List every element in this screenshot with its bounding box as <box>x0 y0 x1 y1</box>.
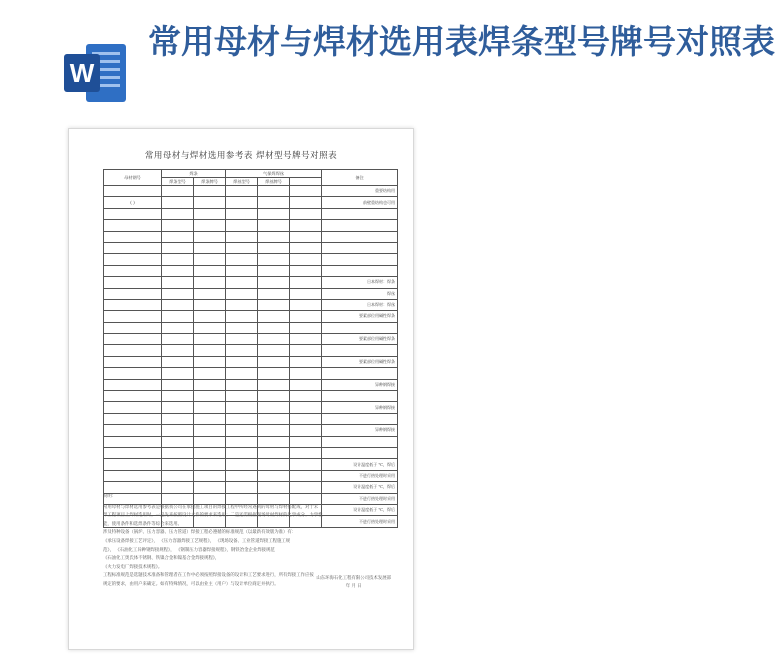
table-cell <box>162 356 194 367</box>
table-row <box>104 254 398 265</box>
table-cell <box>194 242 226 253</box>
table-cell <box>290 299 322 310</box>
table-row <box>104 425 398 436</box>
header-blank <box>290 178 322 186</box>
table-row <box>104 265 398 276</box>
table-cell <box>226 447 258 458</box>
table-cell <box>194 265 226 276</box>
table-cell <box>226 254 258 265</box>
base-metal-cell <box>104 379 162 390</box>
remarks-cell <box>322 254 398 265</box>
base-metal-cell <box>104 311 162 322</box>
table-cell <box>194 334 226 345</box>
remarks-cell: 要素部位用碱性焊条 <box>322 334 398 345</box>
base-metal-cell <box>104 231 162 242</box>
table-cell <box>290 368 322 379</box>
table-cell <box>290 470 322 481</box>
table-cell <box>290 242 322 253</box>
table-cell <box>194 379 226 390</box>
signoff-org: 山东环海石化工程有限公司技术发展部 <box>316 576 391 581</box>
note-line: 《承压设备焊接工艺评定》， 《压力容器焊接工艺规程》， 《现场设备、工业管道焊接工程施工规 <box>103 538 291 544</box>
table-cell <box>226 220 258 231</box>
table-cell <box>194 277 226 288</box>
table-cell <box>290 436 322 447</box>
svg-text:W: W <box>69 58 95 88</box>
base-metal-cell: ( ) <box>104 197 162 208</box>
header-electrode: 焊条 <box>162 170 226 178</box>
remarks-cell <box>322 345 398 356</box>
table-cell <box>258 436 290 447</box>
table-cell <box>194 425 226 436</box>
table-cell <box>162 447 194 458</box>
table-cell <box>258 277 290 288</box>
table-row <box>104 231 398 242</box>
table-cell <box>226 299 258 310</box>
banner <box>0 0 775 112</box>
remarks-cell: 不进行热处理时采用 <box>322 493 398 504</box>
table-cell <box>194 413 226 424</box>
base-metal-cell <box>104 322 162 333</box>
base-metal-cell <box>104 208 162 219</box>
table-cell <box>258 402 290 413</box>
notes-label: 说明： <box>103 494 117 499</box>
table-cell <box>290 254 322 265</box>
table-cell <box>258 368 290 379</box>
table-cell <box>258 197 290 208</box>
base-metal-cell <box>104 334 162 345</box>
table-cell <box>226 186 258 197</box>
table-cell <box>194 459 226 470</box>
table-cell <box>290 334 322 345</box>
remarks-cell: 日本焊材：焊条 <box>322 277 398 288</box>
table-row <box>104 220 398 231</box>
table-row <box>104 436 398 447</box>
remarks-cell: 要素部位用碱性焊条 <box>322 356 398 367</box>
table-cell <box>162 482 194 493</box>
table-cell <box>194 220 226 231</box>
table-cell <box>226 322 258 333</box>
remarks-cell: 异种钢焊接 <box>322 425 398 436</box>
table-cell <box>290 288 322 299</box>
base-metal-cell <box>104 242 162 253</box>
table-cell <box>290 322 322 333</box>
table-cell <box>258 311 290 322</box>
header-electrode-brand: 焊条牌号 <box>194 178 226 186</box>
table-cell <box>162 186 194 197</box>
table-cell <box>194 447 226 458</box>
table-cell <box>258 459 290 470</box>
table-cell <box>226 391 258 402</box>
base-metal-cell <box>104 265 162 276</box>
table-row <box>104 186 398 197</box>
remarks-cell: 日本焊材：焊丝 <box>322 299 398 310</box>
table-cell <box>290 197 322 208</box>
table-cell <box>226 356 258 367</box>
table-row <box>104 391 398 402</box>
table-cell <box>258 345 290 356</box>
table-cell <box>162 470 194 481</box>
table-cell <box>226 277 258 288</box>
table-cell <box>162 345 194 356</box>
table-cell <box>290 391 322 402</box>
table-cell <box>162 311 194 322</box>
header-electrode-type: 焊条型号 <box>162 178 194 186</box>
table-cell <box>162 425 194 436</box>
table-cell <box>290 220 322 231</box>
selection-table <box>103 169 398 528</box>
table-row <box>104 208 398 219</box>
remarks-cell: 要素部位用碱性焊条 <box>322 311 398 322</box>
table-cell <box>258 242 290 253</box>
remarks-cell: 焊丝 <box>322 288 398 299</box>
remarks-cell <box>322 322 398 333</box>
table-cell <box>194 231 226 242</box>
table-cell <box>194 368 226 379</box>
signoff-date: 年 月 日 <box>345 584 362 589</box>
document-page <box>68 128 414 650</box>
table-cell <box>258 220 290 231</box>
table-cell <box>290 459 322 470</box>
base-metal-cell <box>104 391 162 402</box>
table-cell <box>162 277 194 288</box>
header-remarks: 备注 <box>322 170 398 186</box>
base-metal-cell <box>104 368 162 379</box>
table-cell <box>290 311 322 322</box>
document-title: 常用母材与焊材选用参考表 焊材型号牌号对照表 <box>144 151 338 161</box>
base-metal-cell <box>104 447 162 458</box>
table-cell <box>194 311 226 322</box>
table-cell <box>258 265 290 276</box>
table-cell <box>162 459 194 470</box>
note-line: 焊工程项目上焊材选用时，一是先来按照设计文件的要求来选用；二是还需根据现场母材焊材的化学成分、力学性 <box>103 513 323 519</box>
word-document-icon <box>64 42 128 104</box>
table-row <box>104 345 398 356</box>
table-cell <box>226 379 258 390</box>
table-cell <box>162 208 194 219</box>
banner-title: 常用母材与焊材选用表焊条型号牌号对照表 <box>148 22 775 61</box>
table-cell <box>194 322 226 333</box>
remarks-cell: 不进行热处理时采用 <box>322 470 398 481</box>
table-cell <box>162 254 194 265</box>
note-line: 《石油化工奥氏体不锈钢、铁镍合金和镍基合金焊接规程》， <box>103 556 220 562</box>
table-cell <box>258 447 290 458</box>
table-row <box>104 311 398 322</box>
table-cell <box>226 413 258 424</box>
table-row <box>104 368 398 379</box>
remarks-cell <box>322 391 398 402</box>
table-cell <box>258 379 290 390</box>
table-cell <box>162 265 194 276</box>
base-metal-cell <box>104 482 162 493</box>
table-cell <box>162 322 194 333</box>
table-cell <box>290 356 322 367</box>
header-wire-type: 焊丝型号 <box>226 178 258 186</box>
remarks-cell: 重要结构用 <box>322 186 398 197</box>
table-row <box>104 413 398 424</box>
note-line: 常用母材与焊材选用参考表是根据我公司在承接施工项目的焊接工程中所经常遇到的母材与焊材搭配成，对于未 <box>103 504 319 510</box>
table-row <box>104 482 398 493</box>
base-metal-cell <box>104 425 162 436</box>
note-line: 《火力发电厂焊接技术规程》。 <box>103 564 163 570</box>
remarks-cell <box>322 208 398 219</box>
table-cell <box>258 413 290 424</box>
remarks-cell <box>322 436 398 447</box>
remarks-cell <box>322 447 398 458</box>
table-cell <box>226 459 258 470</box>
table-cell <box>258 231 290 242</box>
remarks-cell: 异种钢焊接 <box>322 402 398 413</box>
table-cell <box>226 197 258 208</box>
table-cell <box>194 402 226 413</box>
note-line: 规定的要求，由用户来确定。如有特殊情况，可以由业主（用户）与设计单位商定并执行。 <box>103 581 279 587</box>
table-cell <box>194 208 226 219</box>
base-metal-cell <box>104 254 162 265</box>
table-cell <box>194 436 226 447</box>
base-metal-cell <box>104 277 162 288</box>
table-cell <box>258 288 290 299</box>
table-row <box>104 322 398 333</box>
table-cell <box>258 425 290 436</box>
table-cell <box>258 299 290 310</box>
table-cell <box>162 299 194 310</box>
table-row <box>104 197 398 208</box>
table-cell <box>194 482 226 493</box>
table-row <box>104 402 398 413</box>
table-cell <box>194 299 226 310</box>
table-cell <box>226 231 258 242</box>
table-cell <box>194 288 226 299</box>
header-gas-wire: 气保焊焊丝 <box>226 170 322 178</box>
table-cell <box>226 368 258 379</box>
note-line: 工程标准规范是选题技术准备和管理者在工作中必须按照焊接设备的设计和工艺要求进行，所有焊接工作应按 <box>103 573 314 579</box>
table-cell <box>162 197 194 208</box>
base-metal-cell <box>104 299 162 310</box>
base-metal-cell <box>104 186 162 197</box>
table-cell <box>226 402 258 413</box>
note-line: 能，使用条件和选焊条件等综合来选用。 <box>103 521 183 527</box>
table-row <box>104 288 398 299</box>
remarks-cell: 设计温度低于 ℃，焊后 <box>322 504 398 515</box>
table-cell <box>290 345 322 356</box>
table-cell <box>290 402 322 413</box>
base-metal-cell <box>104 470 162 481</box>
table-cell <box>290 186 322 197</box>
table-cell <box>162 379 194 390</box>
table-cell <box>290 379 322 390</box>
base-metal-cell <box>104 356 162 367</box>
table-row <box>104 356 398 367</box>
table-cell <box>290 277 322 288</box>
table-cell <box>162 391 194 402</box>
table-cell <box>290 425 322 436</box>
table-cell <box>162 220 194 231</box>
table-cell <box>290 265 322 276</box>
remarks-cell: 不进行热处理时采用 <box>322 516 398 527</box>
table-cell <box>162 413 194 424</box>
table-cell <box>290 208 322 219</box>
table-cell <box>258 391 290 402</box>
table-cell <box>258 482 290 493</box>
table-cell <box>258 208 290 219</box>
table-cell <box>162 402 194 413</box>
base-metal-cell <box>104 402 162 413</box>
table-cell <box>162 334 194 345</box>
remarks-cell <box>322 220 398 231</box>
signoff <box>316 575 391 591</box>
table-cell <box>258 322 290 333</box>
base-metal-cell <box>104 413 162 424</box>
table-cell <box>226 436 258 447</box>
remarks-cell: 前壁重结构也可用 <box>322 197 398 208</box>
table-cell <box>226 311 258 322</box>
remarks-cell <box>322 231 398 242</box>
table-row <box>104 334 398 345</box>
header-wire-brand: 焊丝牌号 <box>258 178 290 186</box>
table-cell <box>290 231 322 242</box>
table-cell <box>162 242 194 253</box>
table-row <box>104 379 398 390</box>
table-cell <box>226 242 258 253</box>
table-cell <box>194 197 226 208</box>
remarks-cell <box>322 265 398 276</box>
header-base-metal: 母材钢号 <box>104 170 162 186</box>
table-cell <box>226 425 258 436</box>
table-cell <box>258 254 290 265</box>
base-metal-cell <box>104 459 162 470</box>
note-line: 涉及特种设备（锅炉、压力容器、压力管道）焊接工程必遵循的标准规范（以最新有效版为准）有： <box>103 530 297 536</box>
note-line: 范》， 《石油化工异种钢焊接规程》， 《钢制压力容器焊接规程》，钢铁冶金企业焊接规范 <box>103 547 275 553</box>
table-cell <box>194 356 226 367</box>
table-cell <box>258 334 290 345</box>
table-cell <box>226 208 258 219</box>
remarks-cell <box>322 413 398 424</box>
table-cell <box>162 368 194 379</box>
table-cell <box>226 265 258 276</box>
table-cell <box>290 413 322 424</box>
remarks-cell: 设计温度低于 ℃，焊后 <box>322 459 398 470</box>
remarks-cell: 设计温度低于 ℃，焊后 <box>322 482 398 493</box>
base-metal-cell <box>104 345 162 356</box>
remarks-cell <box>322 242 398 253</box>
table-cell <box>194 391 226 402</box>
table-cell <box>226 345 258 356</box>
table-cell <box>162 288 194 299</box>
table-cell <box>290 447 322 458</box>
table-cell <box>258 186 290 197</box>
table-cell <box>226 334 258 345</box>
table-cell <box>162 231 194 242</box>
table-cell <box>162 436 194 447</box>
table-cell <box>194 254 226 265</box>
table-row <box>104 447 398 458</box>
table-cell <box>226 470 258 481</box>
base-metal-cell <box>104 220 162 231</box>
table-cell <box>258 356 290 367</box>
base-metal-cell <box>104 288 162 299</box>
table-row <box>104 470 398 481</box>
table-cell <box>258 470 290 481</box>
table-cell <box>194 345 226 356</box>
remarks-cell <box>322 368 398 379</box>
table-row <box>104 299 398 310</box>
table-row <box>104 459 398 470</box>
table-cell <box>226 482 258 493</box>
table-cell <box>194 470 226 481</box>
table-cell <box>194 186 226 197</box>
table-row <box>104 277 398 288</box>
table-row <box>104 242 398 253</box>
base-metal-cell <box>104 436 162 447</box>
table-cell <box>226 288 258 299</box>
remarks-cell: 异种钢焊接 <box>322 379 398 390</box>
table-cell <box>290 482 322 493</box>
